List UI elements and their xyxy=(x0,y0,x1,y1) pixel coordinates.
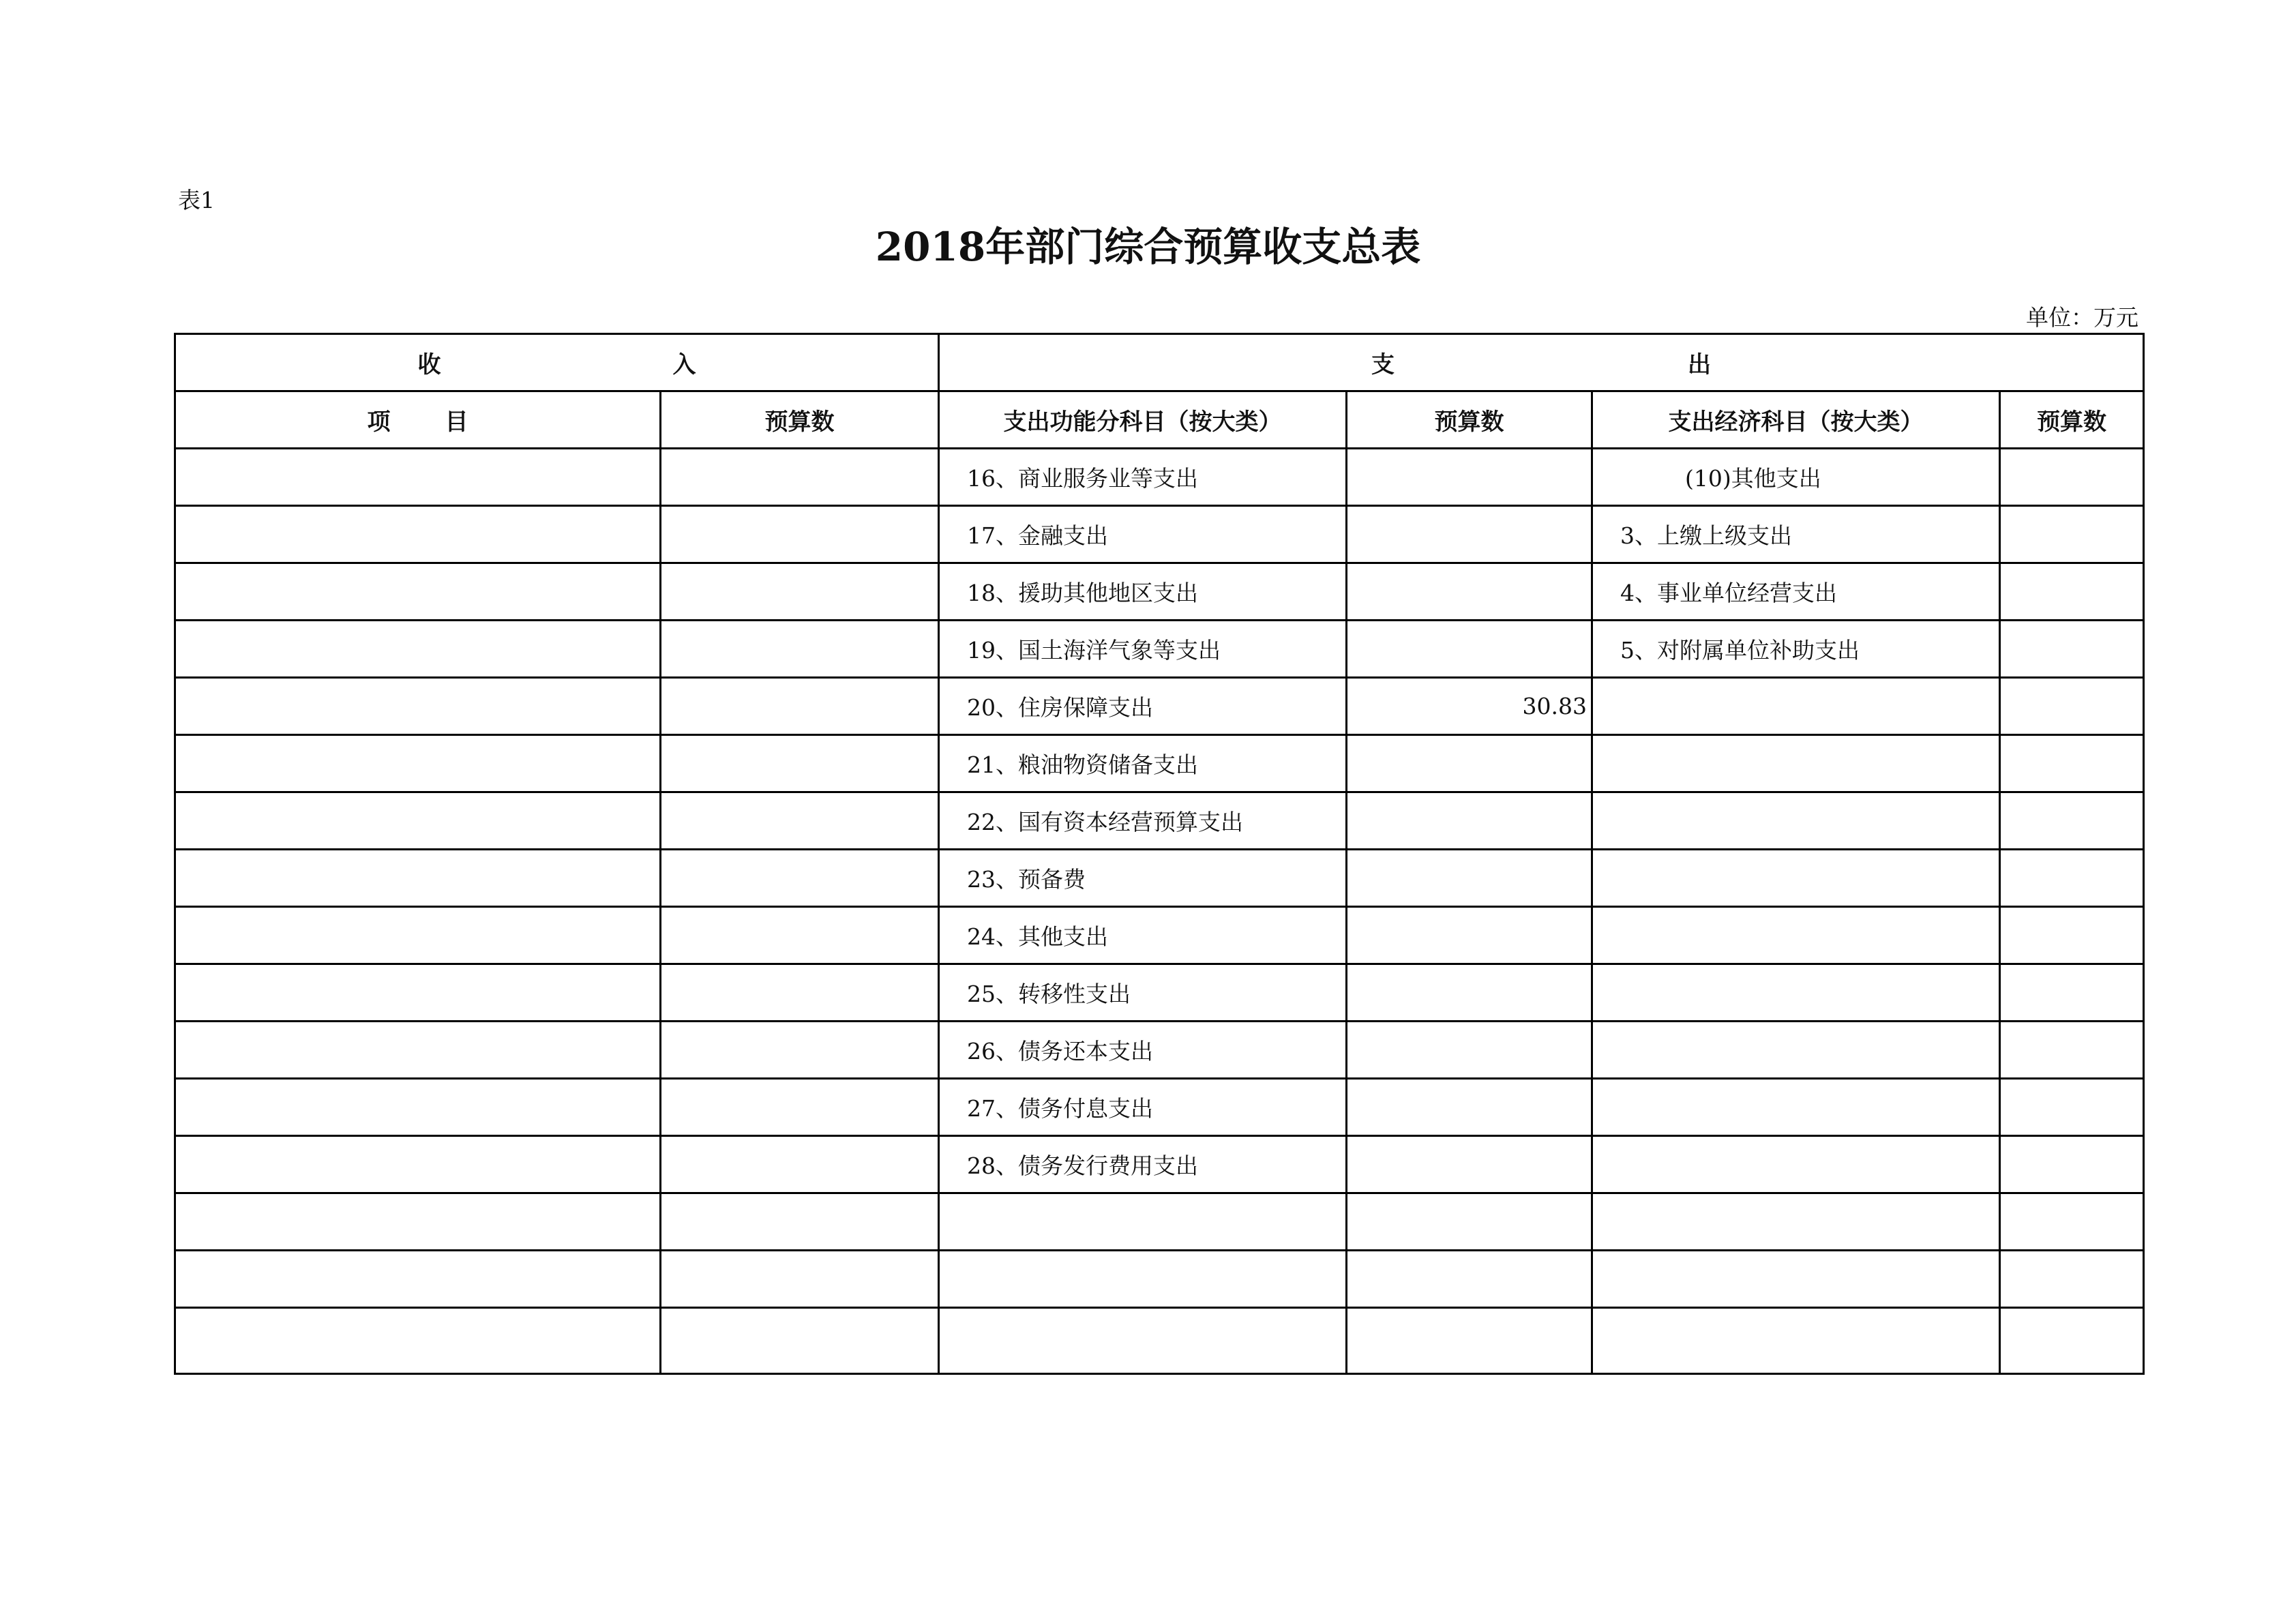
income-budget-cell xyxy=(661,735,939,792)
col-header-budget-func: 预算数 xyxy=(1347,391,1592,449)
income-item-cell xyxy=(175,1022,661,1079)
expense-header-cell xyxy=(939,334,2144,391)
func-budget-cell xyxy=(1347,1079,1592,1136)
func-category-cell: 19、国土海洋气象等支出 xyxy=(939,621,1347,678)
income-budget-cell xyxy=(661,792,939,850)
econ-category-cell: (10)其他支出 xyxy=(1592,449,2000,506)
func-budget-cell: 30.83 xyxy=(1347,678,1592,735)
econ-category-cell xyxy=(1592,735,2000,792)
func-budget-cell xyxy=(1347,735,1592,792)
econ-budget-cell xyxy=(2000,964,2144,1022)
income-item-cell xyxy=(175,964,661,1022)
econ-category-cell xyxy=(1592,964,2000,1022)
expense-header-char-1: 支 xyxy=(1371,351,1395,378)
table-row xyxy=(175,792,2144,850)
econ-category-cell xyxy=(1592,850,2000,907)
econ-category-cell xyxy=(1592,1193,2000,1251)
income-header-cell xyxy=(175,334,939,391)
table-row xyxy=(175,1308,2144,1374)
income-item-cell xyxy=(175,449,661,506)
table-row xyxy=(175,1022,2144,1079)
expense-header-char-2: 出 xyxy=(1688,351,1711,378)
income-header-char-2: 入 xyxy=(672,351,696,378)
func-budget-cell xyxy=(1347,1308,1592,1374)
income-budget-cell xyxy=(661,907,939,964)
income-item-cell xyxy=(175,907,661,964)
income-header-char-1: 收 xyxy=(417,351,441,378)
econ-budget-cell xyxy=(2000,1308,2144,1374)
income-item-cell xyxy=(175,621,661,678)
income-budget-cell xyxy=(661,1022,939,1079)
col-header-econ-category: 支出经济科目（按大类） xyxy=(1592,391,2000,449)
income-budget-cell xyxy=(661,621,939,678)
econ-category-cell xyxy=(1592,678,2000,735)
income-budget-cell xyxy=(661,964,939,1022)
func-budget-cell xyxy=(1347,1193,1592,1251)
func-budget-cell xyxy=(1347,792,1592,850)
econ-budget-cell xyxy=(2000,506,2144,563)
header-row-columns xyxy=(175,391,2144,449)
table-row xyxy=(175,964,2144,1022)
table-row xyxy=(175,1251,2144,1308)
func-category-cell xyxy=(939,1251,1347,1308)
func-category-cell: 26、债务还本支出 xyxy=(939,1022,1347,1079)
income-item-cell xyxy=(175,735,661,792)
econ-budget-cell xyxy=(2000,1136,2144,1193)
income-item-cell xyxy=(175,506,661,563)
table-row xyxy=(175,563,2144,621)
income-item-cell xyxy=(175,1251,661,1308)
func-category-cell: 28、债务发行费用支出 xyxy=(939,1136,1347,1193)
table-row xyxy=(175,506,2144,563)
econ-category-cell xyxy=(1592,1251,2000,1308)
func-category-cell: 27、债务付息支出 xyxy=(939,1079,1347,1136)
func-category-cell: 24、其他支出 xyxy=(939,907,1347,964)
func-category-cell: 17、金融支出 xyxy=(939,506,1347,563)
econ-budget-cell xyxy=(2000,449,2144,506)
unit-label: 单位：万元 xyxy=(2026,304,2138,331)
table-body xyxy=(175,334,2144,1374)
income-item-cell xyxy=(175,1079,661,1136)
func-budget-cell xyxy=(1347,850,1592,907)
func-budget-cell xyxy=(1347,621,1592,678)
econ-budget-cell xyxy=(2000,735,2144,792)
table-row xyxy=(175,621,2144,678)
econ-budget-cell xyxy=(2000,678,2144,735)
econ-budget-cell xyxy=(2000,1251,2144,1308)
table-row xyxy=(175,678,2144,735)
income-budget-cell xyxy=(661,563,939,621)
func-budget-cell xyxy=(1347,964,1592,1022)
table-row xyxy=(175,735,2144,792)
table-row xyxy=(175,907,2144,964)
table-row xyxy=(175,1136,2144,1193)
econ-budget-cell xyxy=(2000,563,2144,621)
func-budget-cell xyxy=(1347,907,1592,964)
econ-budget-cell xyxy=(2000,850,2144,907)
econ-budget-cell xyxy=(2000,621,2144,678)
income-item-cell xyxy=(175,850,661,907)
econ-category-cell xyxy=(1592,1308,2000,1374)
func-budget-cell xyxy=(1347,1136,1592,1193)
econ-budget-cell xyxy=(2000,1079,2144,1136)
func-category-cell: 23、预备费 xyxy=(939,850,1347,907)
table-number-label: 表1 xyxy=(178,187,215,213)
table-row xyxy=(175,449,2144,506)
econ-budget-cell xyxy=(2000,1022,2144,1079)
col-header-item-char-1: 项 xyxy=(367,408,391,436)
econ-category-cell: 4、事业单位经营支出 xyxy=(1592,563,2000,621)
func-category-cell xyxy=(939,1193,1347,1251)
func-budget-cell xyxy=(1347,449,1592,506)
income-item-cell xyxy=(175,678,661,735)
income-budget-cell xyxy=(661,1079,939,1136)
page-title: 2018年部门综合预算收支总表 xyxy=(875,224,1421,270)
income-budget-cell xyxy=(661,449,939,506)
table-row xyxy=(175,1193,2144,1251)
func-category-cell xyxy=(939,1308,1347,1374)
table-row xyxy=(175,850,2144,907)
func-category-cell: 16、商业服务业等支出 xyxy=(939,449,1347,506)
func-budget-cell xyxy=(1347,1251,1592,1308)
econ-category-cell xyxy=(1592,1022,2000,1079)
income-item-cell xyxy=(175,563,661,621)
func-budget-cell xyxy=(1347,1022,1592,1079)
income-budget-cell xyxy=(661,1193,939,1251)
col-header-func-category: 支出功能分科目（按大类） xyxy=(939,391,1347,449)
econ-budget-cell xyxy=(2000,907,2144,964)
income-budget-cell xyxy=(661,1308,939,1374)
col-header-item-char-2: 目 xyxy=(445,408,468,436)
income-budget-cell xyxy=(661,678,939,735)
income-item-cell xyxy=(175,1136,661,1193)
func-category-cell: 21、粮油物资储备支出 xyxy=(939,735,1347,792)
econ-category-cell: 3、上缴上级支出 xyxy=(1592,506,2000,563)
econ-category-cell xyxy=(1592,1136,2000,1193)
income-budget-cell xyxy=(661,506,939,563)
econ-budget-cell xyxy=(2000,792,2144,850)
income-budget-cell xyxy=(661,1251,939,1308)
func-budget-cell xyxy=(1347,506,1592,563)
func-category-cell: 18、援助其他地区支出 xyxy=(939,563,1347,621)
econ-budget-cell xyxy=(2000,1193,2144,1251)
income-budget-cell xyxy=(661,850,939,907)
table-row xyxy=(175,1079,2144,1136)
func-budget-cell xyxy=(1347,563,1592,621)
col-header-item xyxy=(175,391,661,449)
func-category-cell: 25、转移性支出 xyxy=(939,964,1347,1022)
func-category-cell: 20、住房保障支出 xyxy=(939,678,1347,735)
header-row-top xyxy=(175,334,2144,391)
econ-category-cell: 5、对附属单位补助支出 xyxy=(1592,621,2000,678)
income-item-cell xyxy=(175,1193,661,1251)
income-item-cell xyxy=(175,792,661,850)
budget-summary-table xyxy=(174,333,2145,1375)
col-header-budget-income: 预算数 xyxy=(661,391,939,449)
income-item-cell xyxy=(175,1308,661,1374)
func-category-cell: 22、国有资本经营预算支出 xyxy=(939,792,1347,850)
econ-category-cell xyxy=(1592,792,2000,850)
econ-category-cell xyxy=(1592,907,2000,964)
econ-category-cell xyxy=(1592,1079,2000,1136)
income-budget-cell xyxy=(661,1136,939,1193)
col-header-budget-econ: 预算数 xyxy=(2000,391,2144,449)
